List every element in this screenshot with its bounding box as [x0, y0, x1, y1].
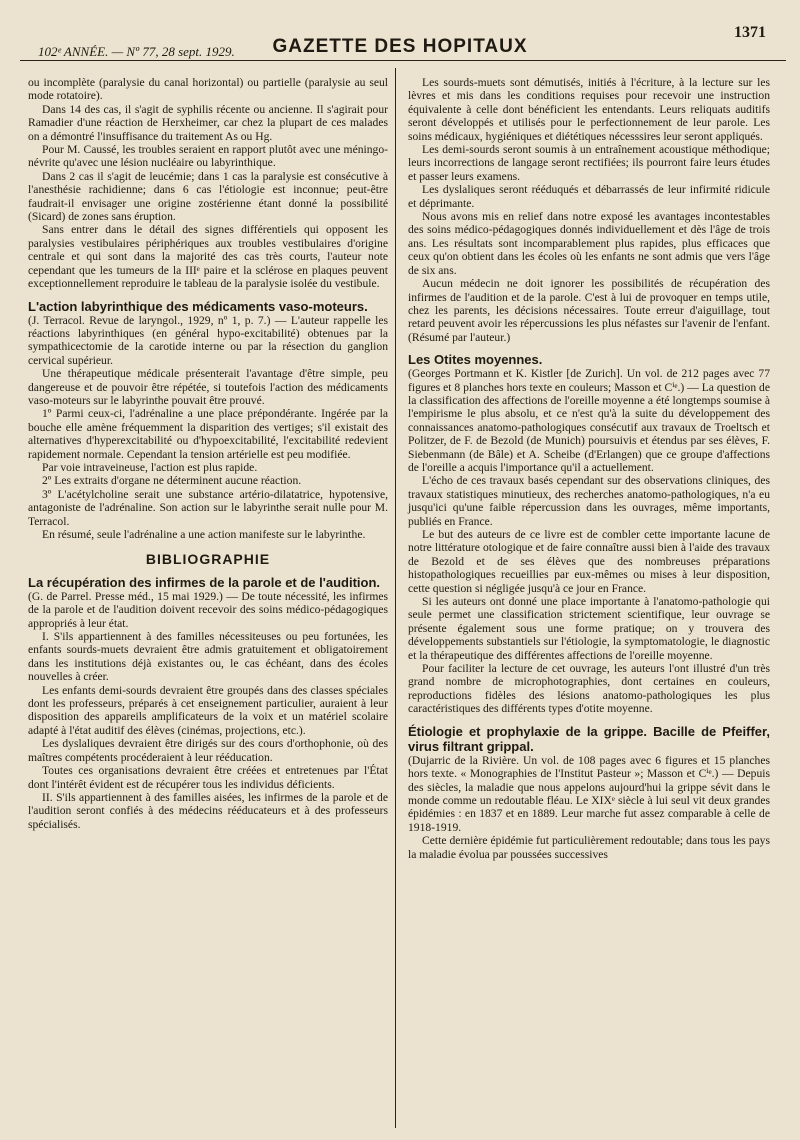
paragraph: L'écho de ces travaux basés cependant sur des observations cliniques, des travaux statistiques minutieux, des recherches anatomo-pathologiques, n'a eu jusqu'ici qu'une faible répercussion dans les ouvrages, même importants, publiés en France. — [408, 474, 770, 528]
paragraph: Si les auteurs ont donné une place importante à l'anatomo-pathologie qui seule permet une classification strictement scientifique, leur ouvrage se présente également sous une forme pratique; on y trouvera des développements substantiels sur l'étiologie, la symptomatologie, le diagnostic et la thérapeutique des différentes affections de l'oreille moyenne. — [408, 595, 770, 662]
paragraph: Dans 14 des cas, il s'agit de syphilis récente ou ancienne. Il s'agirait pour Ramadier d'une réaction de Herxheimer, car chez la plupart de ces malades on a démontré l'insuffisance du traitement As ou Hg. — [28, 102, 388, 143]
journal-title: GAZETTE DES HOPITAUX — [272, 36, 528, 57]
left-column — [28, 76, 388, 831]
right-column — [408, 76, 770, 861]
paragraph: Pour faciliter la lecture de cet ouvrage, les auteurs l'ont illustré d'un très grand nombre de microphotographies, dont certaines en couleurs, reproductions fidèles des lésions anatomo-pathologiques les plus caractéristiques des différents types d'otite moyenne. — [408, 662, 770, 716]
header-rule — [20, 60, 786, 61]
paragraph: Dans 2 cas il s'agit de leucémie; dans 1 cas la paralysie est consécutive à l'anesthésie rachidienne; dans 6 cas l'étiologie est inconnue; peut-être faudrait-il envisager une origine zostérienne étant donné la possibilité (Sicard) de zones sans éruption. — [28, 169, 388, 224]
paragraph: Nous avons mis en relief dans notre exposé les avantages incontestables des soins médico-pédagogiques donnés individuellement et dès l'âge de trois ans. Les résultats sont incomparablement plus rapides, plus efficaces que ceux qu'on obtient dans les écoles où les enfants ne sont admis que vers l'âge de six ans. — [408, 210, 770, 277]
review-title: La récupération des infirmes de la parole et de l'audition. — [28, 574, 381, 590]
review-title: Les Otites moyennes. — [408, 352, 543, 368]
paragraph: En résumé, seule l'adrénaline a une action manifeste sur le labyrinthe. — [42, 528, 366, 541]
paragraph: Les dyslaliques seront rééduqués et débarrassés de leur infirmité ridicule et déprimante. — [408, 183, 770, 210]
paragraph: 3º L'acétylcholine serait une substance artério-dilatatrice, hypotensive, antagoniste de l'adrénaline. Son action sur le labyrinthe serait nulle pour M. Terracol. — [28, 487, 388, 528]
review-reference: (Dujarric de la Rivière. Un vol. de 108 pages avec 6 figures et 15 planches hors texte. « Monographies de l'Institut Pasteur »; Masson et Cⁱᵉ.) — Depuis des siècles, la maladie que nous appelons aujourd'hui la grippe sévit dans le monde comme un redoutable fléau. Le XIXᵉ siècle à lui seul vit deux grandes épidémies : en 1837 et en 1889. Leur marche fut assez comparable à celle de 1918-1919. — [408, 753, 770, 834]
page-number: 1371 — [734, 24, 766, 41]
paragraph: 1º Parmi ceux-ci, l'adrénaline a une place prépondérante. Ingérée par la bouche elle amène fréquemment la disparition des vertiges; s'il existait des alternatives d'hyperexcitabilité ou d'hypoexcitabilité, l'excitabilité redevient rapidement normale. Cependant la tension artérielle est peu modifiée. — [28, 407, 388, 461]
review-reference: (Georges Portmann et K. Kistler [de Zurich]. Un vol. de 212 pages avec 77 figures et 8 planches hors texte en couleurs; Masson et Cⁱᵉ.) — La question de la classification des affections de l'oreille moyenne a été longtemps soumise à l'empirisme le plus absolu, et ce n'est qu'à la suite du développement des connaissances anatomo-pathologiques consécutif aux travaux de Troeltsch et Politzer, de F. de Bezold (de Munich) poursuivis et étendus par ses élèves, F. Siebenmann (de Bâle) et A. Scheibe (d'Erlangen) que ce groupe d'affections de l'oreille a acquis l'importance qu'il a actuellement. — [408, 367, 770, 474]
paragraph: Le but des auteurs de ce livre est de combler cette importante lacune de notre littérature otologique et de faire connaître aussi bien à l'aide des travaux de Bezold et de ses élèves que des nombreuses préparations histopathologiques recueillies par eux-mêmes ou mises à leur disposition, cette question si négligée jusqu'à ce jour en France. — [408, 528, 770, 595]
bibliography-heading: BIBLIOGRAPHIE — [145, 551, 271, 568]
paragraph: Une thérapeutique médicale présenterait l'avantage d'être simple, peu dangereuse et de pouvoir être répétée, si toutefois l'action des médicaments vaso-moteurs sur le labyrinthe pouvait être prouvé. — [28, 367, 388, 407]
paragraph: 2º Les extraits d'organe ne déterminent aucune réaction. — [42, 474, 302, 488]
paragraph: I. S'ils appartiennent à des familles nécessiteuses ou peu fortunées, les enfants sourds-muets devraient être admis gratuitement et obligatoirement dans les institutions déjà existantes ou, le cas échéant, dans des écoles nouvelles à créer. — [28, 630, 388, 684]
paragraph: Les demi-sourds seront soumis à un entraînement acoustique méthodique; leurs incorrections de langage seront rectifiées; ils pourront faire leurs études et passer leurs examens. — [408, 143, 770, 183]
paragraph: Pour M. Caussé, les troubles seraient en rapport plutôt avec une méningo-névrite qu'avec une lésion nucléaire ou labyrinthique. — [28, 143, 388, 170]
page-header — [30, 14, 770, 64]
paragraph: Aucun médecin ne doit ignorer les possibilités de récupération des infirmes de l'audition et de la parole. C'est à lui de provoquer en temps utile, chez les parents, les décisions nécessaires. Toute erreur d'aiguillage, tout retard peuvent avoir les répercussions les plus néfastes sur l'avenir de l'enfant. (Résumé par l'auteur.) — [408, 277, 770, 344]
article-heading: L'action labyrinthique des médicaments vaso-moteurs. — [28, 298, 368, 314]
paragraph: Les sourds-muets sont démutisés, initiés à l'écriture, à la lecture sur les lèvres et mis dans les conditions requises pour recevoir une instruction équivalente à celle dont bénéficient les entendants. Leurs reliquats auditifs seront développés et utilisés pour le perfectionnement de leur parole. Les soins médicaux, hygiéniques et diététiques nécesssires leur seront appliqués. — [408, 76, 770, 143]
paragraph: Les dyslaliques devraient être dirigés sur des cours d'orthophonie, où des maîtres compétents procéderaient à leur rééducation. — [28, 737, 388, 764]
paragraph: Les enfants demi-sourds devraient être groupés dans des classes spéciales dont les professeurs, préparés à cet enseignement particulier, auraient à leur disposition des appareils amplificateurs de la voix et un matériel scolaire adapté à l'état auditif des élèves (cinémas, projections, etc.). — [28, 683, 388, 737]
paragraph: II. S'ils appartiennent à des familles aisées, les infirmes de la parole et de l'audition seront confiés à des médecins rééducateurs et à des professeurs spécialisés. — [28, 790, 388, 831]
article-reference: (J. Terracol. Revue de laryngol., 1929, nº 1, p. 7.) — L'auteur rappelle les réactions labyrinthiques (en général hypo-excitabilité) obtenues par la sympathicectomie de la carotide interne ou par la résection du ganglion cervical supérieur. — [28, 313, 388, 367]
column-divider — [395, 68, 396, 1128]
issue-info: 102ᵉ ANNÉE. — Nº 77, 28 sept. 1929. — [38, 44, 235, 59]
paragraph: Par voie intraveineuse, l'action est plus rapide. — [42, 460, 258, 474]
review-reference: (G. de Parrel. Presse méd., 15 mai 1929.) — De toute nécessité, les infirmes de la parole et de l'audition doivent recevoir des soins médico-pédagogiques appropriés à leur état. — [28, 589, 388, 630]
review-title: Étiologie et prophylaxie de la grippe. Bacille de Pfeiffer, virus filtrant grippal. — [408, 723, 770, 754]
paragraph: Toutes ces organisations devraient être créées et entretenues par l'État dont l'intérêt évident est de récupérer tous les individus déficients. — [28, 764, 388, 791]
paragraph: ou incomplète (paralysie du canal horizontal) ou partielle (paralysie au seul mode rotatoire). — [28, 76, 388, 103]
paragraph: Cette dernière épidémie fut particulièrement redoutable; dans tous les pays la maladie évolua par poussées successives — [408, 834, 770, 861]
paragraph: Sans entrer dans le détail des signes différentiels qui opposent les paralysies vestibulaires périphériques aux troubles vestibulaires d'origine centrale et qui sont dans la majorité des cas très courts, l'auteur note cependant que les tumeurs de la IIIᵉ paire et la sclérose en plaques peuvent exceptionnellement reproduire le tableau de la paralysie isolée du vestibule. — [28, 223, 388, 291]
